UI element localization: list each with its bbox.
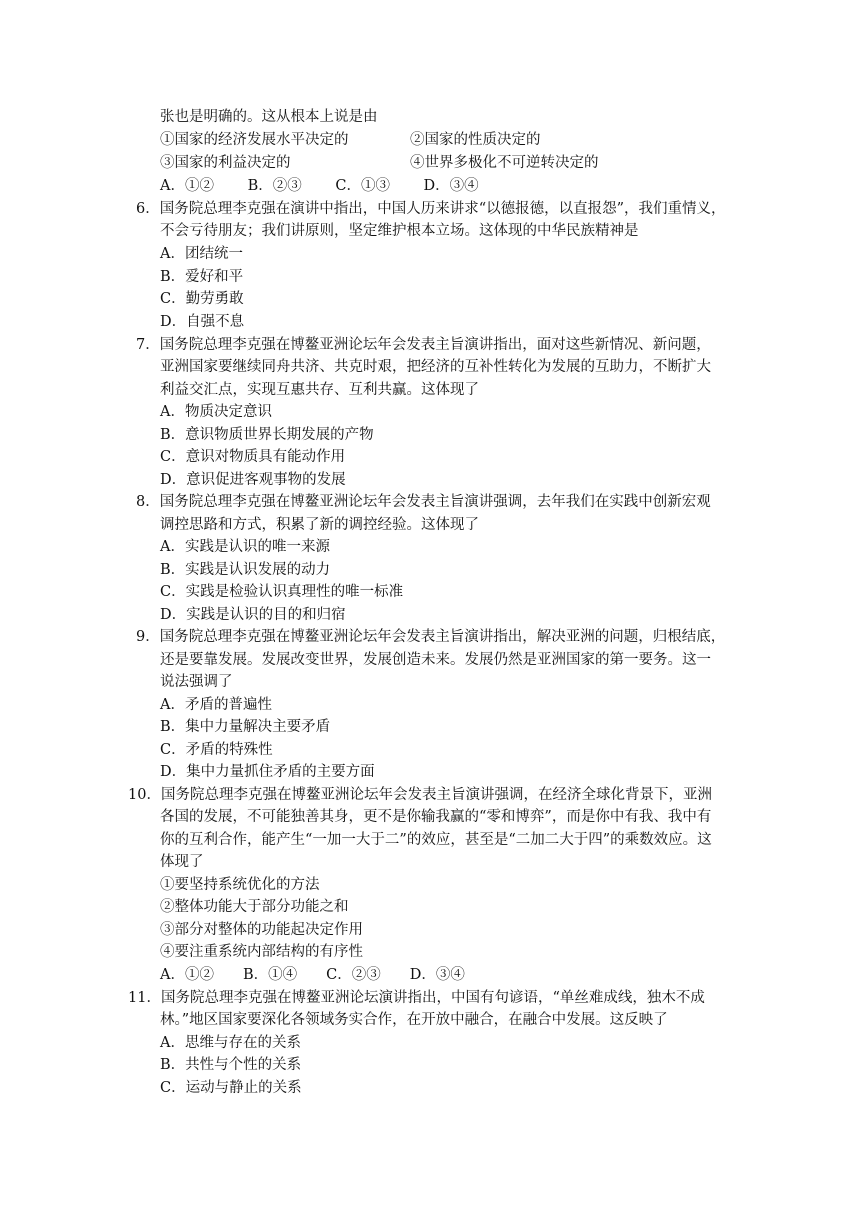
q10-stem-line-1: 10．国务院总理李克强在博鳌亚洲论坛年会发表主旨演讲强调，在经济全球化背景下，亚洲 (128, 787, 712, 803)
q10-statement-3: ③部分对整体的功能起决定作用 (160, 922, 363, 938)
q9-stem-line-3: 说法强调了 (160, 674, 233, 690)
q8-option-b: B．实践是认识发展的动力 (160, 562, 331, 578)
q5-statement-2: ②国家的性质决定的 (410, 132, 541, 148)
q9-option-c: C．矛盾的特殊性 (160, 742, 273, 758)
q8-stem-line-1: 8．国务院总理李克强在博鳌亚洲论坛年会发表主旨演讲强调，去年我们在实践中创新宏观 (136, 494, 711, 510)
q8-stem-line-2: 调控思路和方式，积累了新的调控经验。这体现了 (160, 517, 479, 533)
q11-stem-line-2: 林。”地区国家要深化各领域务实合作，在开放中融合，在融合中发展。这反映了 (160, 1012, 668, 1028)
q8-option-c: C．实践是检验认识真理性的唯一标准 (160, 584, 404, 600)
q7-stem-line-2: 亚洲国家要继续同舟共济、共克时艰，把经济的互补性转化为发展的互助力，不断扩大 (160, 359, 711, 375)
q7-stem-line-1: 7．国务院总理李克强在博鳌亚洲论坛年会发表主旨演讲指出，面对这些新情况、新问题， (136, 337, 711, 353)
q11-option-b: B．共性与个性的关系 (160, 1057, 302, 1073)
q9-option-b: B．集中力量解决主要矛盾 (160, 719, 331, 735)
q9-stem-line-2: 还是要靠发展。发展改变世界，发展创造未来。发展仍然是亚洲国家的第一要务。这一 (160, 652, 711, 668)
q9-option-a: A．矛盾的普遍性 (160, 697, 272, 713)
q6-option-c: C．勤劳勇敢 (160, 291, 244, 307)
q10-statement-1: ①要坚持系统优化的方法 (160, 877, 320, 893)
q10-statement-4: ④要注重系统内部结构的有序性 (160, 944, 363, 960)
q5-statement-1: ①国家的经济发展水平决定的 (160, 132, 349, 148)
q7-option-b: B．意识物质世界长期发展的产物 (160, 427, 374, 443)
q9-option-d: D．集中力量抓住矛盾的主要方面 (160, 764, 375, 780)
q7-stem-line-3: 利益交汇点，实现互惠共存、互利共赢。这体现了 (160, 382, 479, 398)
q5-stem-tail: 张也是明确的。这从根本上说是由 (160, 109, 378, 125)
q9-stem-line-1: 9．国务院总理李克强在博鳌亚洲论坛年会发表主旨演讲指出，解决亚洲的问题，归根结底， (136, 629, 726, 645)
q5-statement-4: ④世界多极化不可逆转决定的 (410, 155, 599, 171)
q10-stem-line-4: 体现了 (160, 854, 204, 870)
q8-option-d: D．实践是认识的目的和归宿 (160, 607, 346, 623)
q7-option-a: A．物质决定意识 (160, 404, 272, 420)
q10-choices: A．①② B．①④ C．②③ D．③④ (160, 967, 465, 983)
q10-stem-line-3: 你的互利合作，能产生“一加一大于二”的效应，甚至是“二加二大于四”的乘数效应。这 (160, 832, 712, 848)
q11-option-a: A．思维与存在的关系 (160, 1035, 301, 1051)
q5-choices: A．①② B．②③ C．①③ D．③④ (160, 178, 479, 194)
q10-stem-line-2: 各国的发展，不可能独善其身，更不是你输我赢的“零和博弈”，而是你中有我、我中有 (160, 809, 712, 825)
q5-statement-3: ③国家的利益决定的 (160, 155, 291, 171)
q7-option-c: C．意识对物质具有能动作用 (160, 449, 346, 465)
q7-option-d: D．意识促进客观事物的发展 (160, 472, 346, 488)
q11-option-c: C．运动与静止的关系 (160, 1080, 302, 1096)
q6-option-b: B．爱好和平 (160, 269, 244, 285)
q6-option-a: A．团结统一 (160, 246, 243, 262)
q11-stem-line-1: 11．国务院总理李克强在博鳌亚洲论坛演讲指出，中国有句谚语，“单丝难成线，独木不成 (128, 990, 705, 1006)
q10-statement-2: ②整体功能大于部分功能之和 (160, 899, 349, 915)
q6-stem-line-2: 不会亏待朋友；我们讲原则，坚定维护根本立场。这体现的中华民族精神是 (160, 223, 639, 239)
q6-option-d: D．自强不息 (160, 314, 245, 330)
q6-stem-line-1: 6．国务院总理李克强在演讲中指出，中国人历来讲求“以德报德，以直报怨”，我们重情义， (136, 201, 726, 217)
q8-option-a: A．实践是认识的唯一来源 (160, 539, 330, 555)
